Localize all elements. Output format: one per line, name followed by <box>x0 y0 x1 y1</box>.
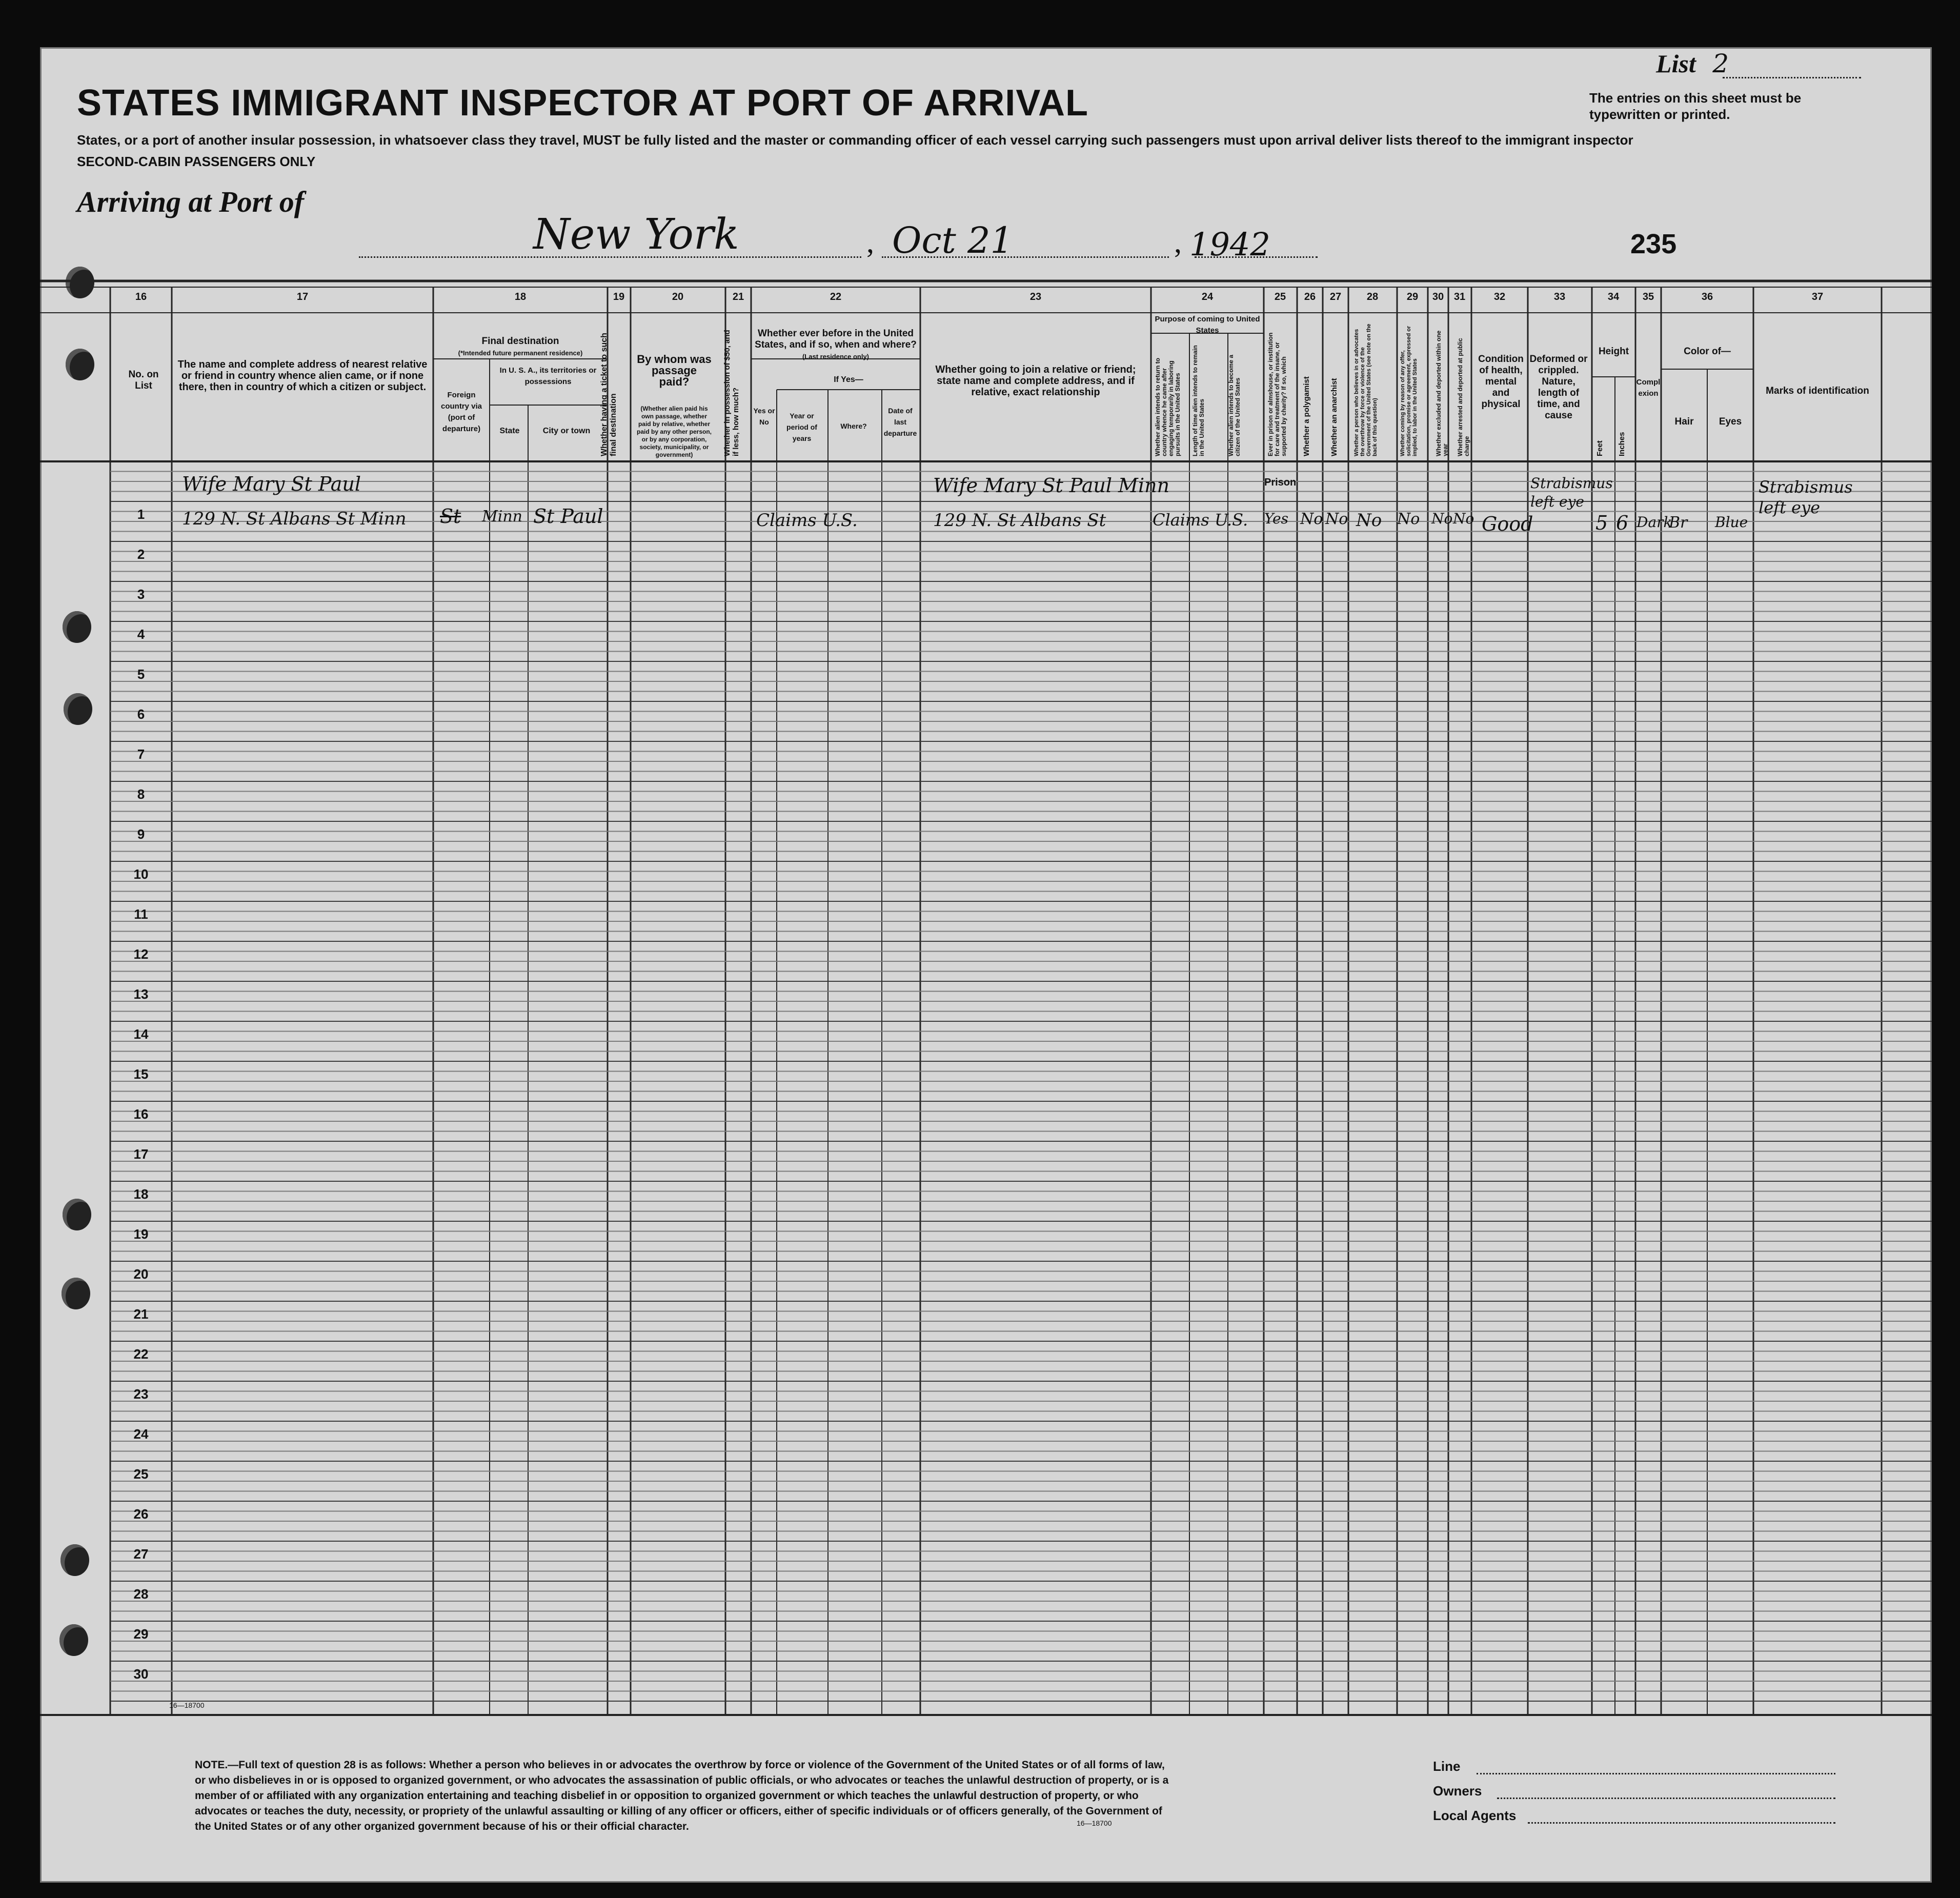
column-number: 22 <box>830 291 842 302</box>
entry-eyes: Blue <box>1715 514 1748 531</box>
agents-label: Local Agents <box>1433 1808 1517 1823</box>
page-title: STATES IMMIGRANT INSPECTOR AT PORT OF ARRIVAL <box>77 83 1088 124</box>
entry-prison-label: Prison <box>1264 477 1297 488</box>
row-number: 11 <box>134 906 148 922</box>
col-20-header: By whom was passage paid? <box>637 353 712 388</box>
typewritten-note: The entries on this sheet must be typewritten or printed. <box>1589 90 1802 122</box>
entry-deformed: Strabismus left eye <box>1530 475 1613 510</box>
row-number: 14 <box>133 1026 149 1042</box>
entry-join-line2: 129 N. St Albans St <box>933 510 1106 531</box>
row-number: 20 <box>133 1266 149 1282</box>
col-18-state-header: State <box>499 427 520 435</box>
column-number: 33 <box>1553 291 1566 302</box>
col-28-header: Whether a person who believes in or advocates the overthrow by force or violence of the Government of the United States (see note on the back of this question) <box>1353 324 1378 456</box>
row-number: 28 <box>133 1586 149 1602</box>
column-number: 19 <box>613 291 625 302</box>
col-22-departure-header: Date of last departure <box>883 407 917 437</box>
entry-q28: No <box>1356 510 1382 531</box>
row-number: 4 <box>137 627 145 642</box>
column-number: 34 <box>1607 291 1620 302</box>
entry-hair: Br <box>1669 514 1688 532</box>
col-31-header: Whether arrested and deported at public charge <box>1457 338 1470 456</box>
entry-ever-before: Claims U.S. <box>756 510 858 531</box>
col-27-header: Whether an anarchist <box>1330 378 1339 456</box>
col-24-header: Purpose of coming to United States <box>1155 315 1260 335</box>
entry-purpose: Claims U.S. <box>1153 510 1248 530</box>
column-number: 37 <box>1811 291 1824 302</box>
col-24-length-header: Length of time alien intends to remain in the United States <box>1191 345 1205 456</box>
column-number: 24 <box>1201 291 1214 302</box>
column-number: 36 <box>1701 291 1713 302</box>
entry-anarchist: No <box>1325 510 1348 528</box>
row-number: 8 <box>137 786 145 802</box>
col-34-inches-header: Inches <box>1618 432 1626 456</box>
row-number: 9 <box>137 826 145 842</box>
arriving-label: Arriving at Port of <box>77 185 305 218</box>
line-field <box>1477 1773 1835 1774</box>
column-number: 27 <box>1329 291 1342 302</box>
page-subtitle: States, or a port of another insular possession, in whatsoever class they travel, MUST be fully listed and the master or commanding officer of each vessel carrying such passengers must upon arrival deliver lists thereof to the immigrant inspector <box>77 132 1633 148</box>
form-number: 16—18700 <box>169 1701 205 1709</box>
col-22-where-header: Where? <box>840 422 867 430</box>
year-value: 1942 <box>1189 226 1270 263</box>
column-number: 26 <box>1304 291 1316 302</box>
col-30-header: Whether excluded and deported within one year <box>1435 330 1449 456</box>
entry-health: Good <box>1482 513 1533 535</box>
col-18-header: Final destination <box>481 336 559 347</box>
column-number: 30 <box>1432 291 1444 302</box>
col-24-return-header: Whether alien intends to return to country whence he came after engaging temporarily in laboring pursuits in the United States <box>1154 357 1181 456</box>
column-number: 20 <box>672 291 684 302</box>
col-18-city-header: City or town <box>542 427 591 435</box>
row-number: 2 <box>137 547 145 562</box>
col-17-header: The name and complete address of nearest relative or friend in country whence alien came, or if none there, then in country of which a citizen or subject. <box>177 359 428 393</box>
list-number: 2 <box>1712 49 1729 78</box>
date-value: Oct 21 <box>892 219 1014 261</box>
row-number: 27 <box>133 1546 149 1562</box>
column-number: 29 <box>1406 291 1419 302</box>
col-33-header: Deformed or crippled. Nature, length of time, and cause <box>1529 354 1588 421</box>
entry-prison-answer: Yes <box>1264 510 1288 527</box>
col-19-header: Whether having a ticket to such final destination <box>600 333 618 456</box>
entry-relative-line2: 129 N. St Albans St Minn <box>182 509 407 529</box>
entry-feet: 5 <box>1595 512 1608 534</box>
col-37-header: Marks of identification <box>1766 386 1869 396</box>
row-number: 15 <box>133 1066 149 1082</box>
row-number: 18 <box>133 1186 149 1202</box>
col-35-header: Complexion <box>1636 378 1661 398</box>
col-22-ifyes-header: If Yes— <box>834 375 863 384</box>
entry-complexion: Dark <box>1636 514 1672 531</box>
col-22-yesno-header: Yes or No <box>753 407 775 426</box>
col-18-usa-header: In U. S. A., its territories or possessions <box>499 366 597 386</box>
row-number: 21 <box>133 1306 149 1322</box>
col-36-hair-header: Hair <box>1674 416 1694 427</box>
column-number: 17 <box>296 291 309 302</box>
entry-join-line1: Wife Mary St Paul Minn <box>933 474 1170 497</box>
row-number: 6 <box>137 706 145 722</box>
agents-field <box>1528 1822 1835 1824</box>
row-number: 13 <box>133 986 149 1002</box>
column-number: 16 <box>135 291 147 302</box>
row-number: 3 <box>137 587 145 602</box>
col-32-header: Condition of health, mental and physical <box>1478 354 1524 410</box>
column-number: 35 <box>1642 291 1654 302</box>
row-number: 12 <box>133 946 149 962</box>
question-28-note: NOTE.—Full text of question 28 is as follows: Whether a person who believes in or advocates the overthrow by force or violence of the Government of the United States or of all forms of law, or who disbelieves in or is opposed to organized government, or who advocates the assassination of public officials, or who advocates or teaches the unlawful destruction of property, or is a member of or affiliated with any organization entertaining and teaching disbelief in or opposition to organized government or which teaches the unlawful destruction of property, or who advocates or teaches the duty, necessity, or propriety of the unlawful assaulting or killing of any officer or officers, either of specific individuals or of officers generally, of the Government of the United States or of any other organized government because of his or their official character. <box>195 1759 1169 1832</box>
entry-polygamist: No <box>1300 510 1323 528</box>
col-22-header: Whether ever before in the United States, and if so, when and where? <box>755 328 917 350</box>
column-number: 32 <box>1493 291 1506 302</box>
col-22-years-header: Year or period of years <box>786 412 817 442</box>
row-number: 19 <box>133 1226 149 1242</box>
row-number: 29 <box>133 1626 149 1642</box>
col-20-subheader: (Whether alien paid his own passage, whether paid by relative, whether paid by any other person, or by any corporation, society, municipality, or government) <box>636 405 712 458</box>
entry-q29: No <box>1397 510 1420 528</box>
col-18-subheader: (*Intended future permanent residence) <box>458 349 583 357</box>
entry-q31: No <box>1453 510 1474 527</box>
column-number: 21 <box>732 291 744 302</box>
col-18-foreign-header: Foreign country via (port of departure) <box>440 391 482 433</box>
passenger-class: SECOND-CABIN PASSENGERS ONLY <box>77 154 316 169</box>
owners-field <box>1497 1798 1835 1799</box>
entry-marks: Strabismus left eye <box>1759 477 1853 517</box>
form-number-footer: 16—18700 <box>1077 1819 1112 1827</box>
entry-city: St Paul <box>533 505 603 528</box>
col-23-header: Whether going to join a relative or friend; state name and complete address, and if relative, exact relationship <box>935 364 1136 398</box>
entry-relative-line1: Wife Mary St Paul <box>182 473 361 495</box>
col-25-header: Ever in prison or almshouse, or institution for care and treatment of the insane, or supported by charity? If so, which <box>1267 332 1287 456</box>
row-number: 30 <box>133 1666 149 1682</box>
row-number: 22 <box>133 1346 149 1362</box>
row-number: 5 <box>137 667 145 682</box>
owners-label: Owners <box>1433 1783 1482 1799</box>
column-number: 23 <box>1029 291 1042 302</box>
row-number: 17 <box>133 1146 149 1162</box>
entry-state: Minn <box>482 508 522 526</box>
col-24-citizen-header: Whether alien intends to become a citizen of the United States <box>1227 354 1241 456</box>
port-value: New York <box>533 210 739 259</box>
entry-q30: No <box>1431 510 1453 527</box>
col-34-header: Height <box>1598 346 1629 357</box>
entry-foreign-country: St <box>440 505 461 528</box>
column-number: 28 <box>1366 291 1379 302</box>
row-number: 26 <box>133 1506 149 1522</box>
col-21-header: Whether in possession of $50, and if less, how much? <box>723 330 740 456</box>
col-29-header: Whether coming by reason of any offer, solicitation, promise or agreement, expressed or implied, to labor in the United States <box>1400 326 1418 456</box>
col-34-feet-header: Feet <box>1595 440 1604 456</box>
row-number: 25 <box>133 1466 149 1482</box>
col-22-subheader: (Last residence only) <box>802 353 870 360</box>
row-number: 16 <box>133 1106 149 1122</box>
row-number: 24 <box>133 1426 149 1442</box>
col-36-eyes-header: Eyes <box>1719 416 1742 427</box>
col-36-header: Color of— <box>1684 346 1731 357</box>
column-number: 25 <box>1274 291 1286 302</box>
row-number: 1 <box>137 507 145 522</box>
column-number: 31 <box>1453 291 1466 302</box>
line-label: Line <box>1433 1759 1461 1774</box>
row-number: 7 <box>137 746 145 762</box>
entry-inches: 6 <box>1616 512 1629 534</box>
row-number: 10 <box>133 866 149 882</box>
col-16-header: No. on List <box>128 369 159 391</box>
column-number: 18 <box>514 291 527 302</box>
list-label-text: List <box>1656 49 1696 78</box>
row-number: 23 <box>133 1386 149 1402</box>
page-number: 235 <box>1630 229 1677 259</box>
col-26-header: Whether a polygamist <box>1302 376 1311 456</box>
